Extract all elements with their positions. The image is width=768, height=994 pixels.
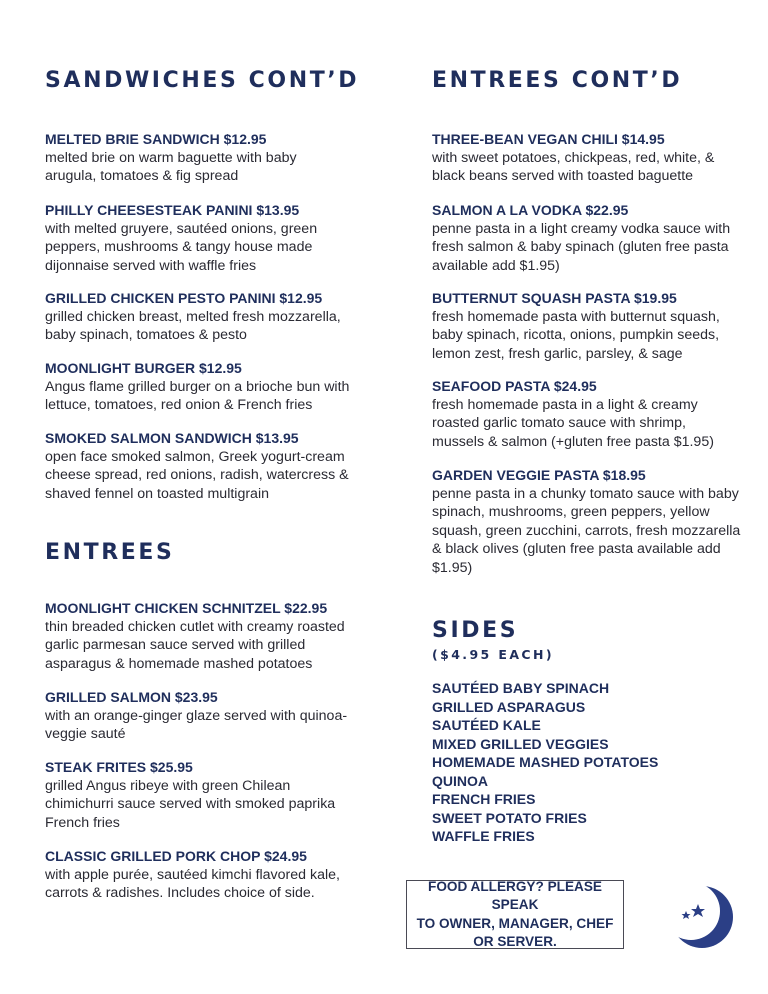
menu-item-title: THREE-BEAN VEGAN CHILI $14.95 bbox=[432, 131, 665, 147]
menu-item-title: STEAK FRITES $25.95 bbox=[45, 759, 193, 775]
menu-item-desc: fresh homemade pasta with butternut squash, baby spinach, ricotta, onions, pumpkin seeds, lemon zest, fresh garlic, parsley, & sage bbox=[432, 308, 720, 362]
menu-item-title: SALMON A LA VODKA $22.95 bbox=[432, 202, 629, 218]
menu-item-desc: penne pasta in a chunky tomato sauce with baby spinach, mushrooms, green peppers, yellow squash, green zucchini, carrots, fresh mozzarella & black olives (gluten free pasta available add $1.95) bbox=[432, 485, 741, 576]
menu-item bbox=[45, 599, 385, 673]
side-item: GRILLED ASPARAGUS bbox=[432, 698, 586, 715]
menu-item-desc: with an orange-ginger glaze served with quinoa- veggie sauté bbox=[45, 707, 348, 743]
menu-item bbox=[45, 289, 385, 345]
menu-item bbox=[45, 359, 385, 415]
menu-item bbox=[432, 201, 752, 275]
menu-item-desc: with melted gruyere, sautéed onions, green peppers, mushrooms & tangy house made dijonnaise served with waffle fries bbox=[45, 220, 318, 274]
sides-heading: SIDES bbox=[432, 618, 519, 643]
menu-item-desc: penne pasta in a light creamy vodka sauce with fresh salmon & baby spinach (gluten free pasta available add $1.95) bbox=[432, 220, 731, 274]
side-item: SWEET POTATO FRIES bbox=[432, 809, 587, 826]
menu-item bbox=[45, 130, 385, 186]
side-item: HOMEMADE MASHED POTATOES bbox=[432, 754, 659, 770]
right-column bbox=[432, 0, 752, 994]
side-item: QUINOA bbox=[432, 772, 488, 789]
sides-price: ($4.95 EACH) bbox=[432, 647, 554, 662]
moon-stars-icon bbox=[664, 880, 736, 952]
food-allergy-notice: FOOD ALLERGY? PLEASE SPEAK TO OWNER, MANAGER, CHEF OR SERVER. bbox=[406, 880, 624, 949]
menu-item-title: GRILLED SALMON $23.95 bbox=[45, 689, 218, 705]
menu-item-title: GARDEN VEGGIE PASTA $18.95 bbox=[432, 467, 646, 483]
menu-item bbox=[45, 688, 385, 744]
side-item: SAUTÉED KALE bbox=[432, 717, 541, 733]
menu-item bbox=[432, 289, 752, 363]
menu-item bbox=[432, 130, 752, 186]
side-item: MIXED GRILLED VEGGIES bbox=[432, 735, 609, 752]
crescent-shape bbox=[671, 886, 733, 948]
menu-item-title: PHILLY CHEESESTEAK PANINI $13.95 bbox=[45, 202, 300, 218]
menu-item-title: CLASSIC GRILLED PORK CHOP $24.95 bbox=[45, 848, 307, 864]
entrees-heading: ENTREES bbox=[45, 540, 175, 565]
left-column bbox=[45, 0, 385, 994]
menu-item-desc: grilled chicken breast, melted fresh mozzarella, baby spinach, tomatoes & pesto bbox=[45, 308, 341, 344]
menu-item bbox=[45, 847, 385, 903]
menu-item-title: GRILLED CHICKEN PESTO PANINI $12.95 bbox=[45, 290, 323, 306]
menu-item bbox=[45, 201, 385, 275]
menu-item-title: MOONLIGHT BURGER $12.95 bbox=[45, 360, 242, 376]
menu-item-desc: melted brie on warm baguette with baby arugula, tomatoes & fig spread bbox=[45, 149, 297, 185]
menu-item-desc: grilled Angus ribeye with green Chilean chimichurri sauce served with smoked paprika French fries bbox=[45, 777, 336, 831]
menu-item-title: SMOKED SALMON SANDWICH $13.95 bbox=[45, 430, 299, 446]
menu-item-desc: with apple purée, sautéed kimchi flavored kale, carrots & radishes. Includes choice of side. bbox=[45, 866, 340, 902]
menu-item bbox=[45, 758, 385, 832]
menu-item bbox=[432, 377, 752, 451]
menu-item-title: SEAFOOD PASTA $24.95 bbox=[432, 378, 597, 394]
side-item: SAUTÉED BABY SPINACH bbox=[432, 680, 610, 696]
menu-item-desc: with sweet potatoes, chickpeas, red, white, & black beans served with toasted baguette bbox=[432, 149, 715, 185]
menu-item-title: BUTTERNUT SQUASH PASTA $19.95 bbox=[432, 290, 677, 306]
menu-item-title: MOONLIGHT CHICKEN SCHNITZEL $22.95 bbox=[45, 600, 328, 616]
menu-item-title: MELTED BRIE SANDWICH $12.95 bbox=[45, 131, 267, 147]
sandwiches-cont-heading: SANDWICHES CONT’D bbox=[45, 68, 360, 93]
menu-item-desc: Angus flame grilled burger on a brioche bun with lettuce, tomatoes, red onion & French fries bbox=[45, 378, 350, 414]
menu-item bbox=[432, 466, 752, 577]
menu-item-desc: open face smoked salmon, Greek yogurt-cream cheese spread, red onions, radish, watercress & shaved fennel on toasted multigrain bbox=[45, 448, 349, 502]
menu-item-desc: fresh homemade pasta in a light & creamy roasted garlic tomato sauce with shrimp, mussels & salmon (+gluten free pasta $1.95) bbox=[432, 396, 714, 450]
side-item: FRENCH FRIES bbox=[432, 791, 536, 807]
menu-item-desc: thin breaded chicken cutlet with creamy roasted garlic parmesan sauce served with grilled asparagus & homemade mashed potatoes bbox=[45, 618, 345, 672]
menu-item bbox=[45, 429, 385, 503]
sides-list bbox=[432, 679, 658, 846]
entrees-cont-heading: ENTREES CONT’D bbox=[432, 68, 683, 93]
side-item: WAFFLE FRIES bbox=[432, 828, 535, 844]
